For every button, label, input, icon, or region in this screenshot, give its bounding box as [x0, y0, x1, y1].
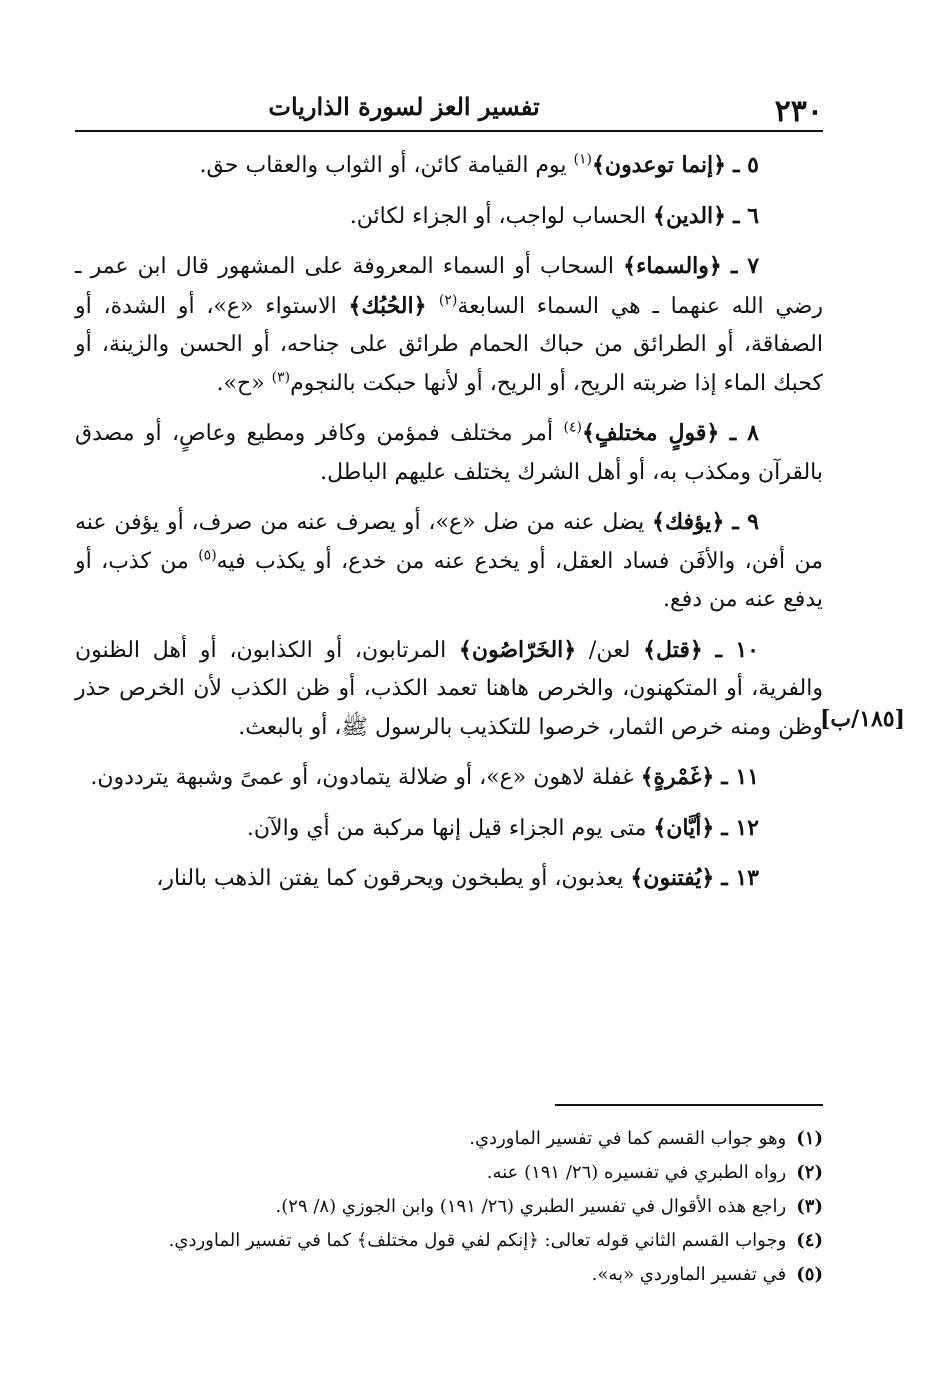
quran-term: ﴿قولٍ مختلفٍ﴾: [581, 420, 720, 446]
entry-number: ٧ ـ: [730, 253, 760, 279]
entry-text: غفلة لاهون «ع»، أو ضلالة يتمادون، أو عمىً وشبهة يترددون.: [90, 765, 641, 790]
page-number: ٢٣٠: [774, 94, 823, 129]
entry-number: ١٣ ـ: [721, 865, 759, 891]
entry-text: الحساب لواجب، أو الجزاء لكائن.: [349, 203, 654, 229]
quran-term: ﴿قتل﴾: [643, 636, 703, 663]
footnote-number: (٤): [796, 1230, 823, 1251]
entry-text: يعذبون، أو يطبخون ويحرقون كما يفتن الذهب بالنار،: [156, 866, 631, 891]
entry-13: [75, 859, 823, 899]
entry-text: لعن/: [576, 637, 644, 663]
quran-term: ﴿الحُبُك﴾: [348, 292, 439, 319]
running-header: [75, 88, 823, 132]
entry-number: ٩ ـ: [732, 509, 759, 535]
entry-text: أمر مختلف فمؤمن وكافر ومطيع وعاصٍ، أو مصدق بالقرآن ومكذب به، أو أهل الشرك يختلف عليهم الباطل.: [75, 421, 823, 485]
quran-term: ﴿الخَرّاصُون﴾: [458, 636, 577, 663]
footnotes: [75, 1122, 823, 1292]
entry-11: [75, 758, 823, 798]
footnote-marker: (١): [573, 151, 593, 168]
quran-term: ﴿إنما توعدون﴾: [592, 152, 727, 178]
entry-text: الاستواء «ع»، أو الشدة، أو الصفاقة، أو الطرائق من حباك الحمام طرائق على جناحه، أو الحسن والزينة، أو كحبك الماء إذا ضربته الريح، أو الريح، أو لأنها حبكت بالنجوم: [75, 293, 823, 396]
footnote-marker: (٥): [198, 547, 217, 564]
manuscript-folio-ref: [١٨٥/ب]: [820, 706, 906, 732]
entry-12: [75, 809, 823, 849]
footnote-number: (٥): [796, 1264, 823, 1285]
entry-6: [75, 197, 823, 237]
entry-number: ٦ ـ: [733, 202, 759, 229]
footnote-separator: [555, 1104, 823, 1106]
entry-text: يضل عنه من ضل «ع»، أو يصرف عنه من صرف، أو يؤفن عنه من أفن، والأفَن فساد العقل، أو يخدع عنه من خدع، أو يكذب فيه: [75, 510, 823, 574]
footnote-text: راجع هذه الأقوال في تفسير الطبري (٢٦/ ١٩١) وابن الجوزي (٨/ ٢٩).: [275, 1196, 787, 1217]
footnote-4: [75, 1224, 823, 1258]
entry-number: ٥ ـ: [733, 152, 759, 178]
entry-10: [75, 631, 823, 748]
footnote-text: رواه الطبري في تفسيره (٢٦/ ١٩١) عنه.: [486, 1162, 787, 1183]
entry-number: ٨ ـ: [729, 420, 759, 446]
footnote-number: (١): [796, 1128, 823, 1149]
quran-term: ﴿غَمْرةٍ﴾: [640, 764, 715, 790]
footnote-text: في تفسير الماوردي «به».: [591, 1264, 787, 1285]
entry-number: ١٢ ـ: [721, 814, 759, 841]
quran-term: ﴿الدين﴾: [653, 202, 727, 229]
footnote-text: وهو جواب القسم كما في تفسير الماوردي.: [469, 1128, 787, 1149]
quran-term: ﴿يؤفك﴾: [652, 509, 725, 535]
footnote-marker: (٣): [271, 369, 291, 386]
entry-8: [75, 414, 823, 492]
entry-text: السحاب أو السماء المعروفة على المشهور قال ابن عمر ـ رضي الله عنهما ـ هي السماء السابعة: [75, 254, 823, 319]
entry-text: من كذب، أو يدفع عنه من دفع.: [75, 548, 823, 612]
entry-number: ١١ ـ: [721, 764, 759, 790]
entry-text: يوم القيامة كائن، أو الثواب والعقاب حق.: [199, 153, 574, 178]
entry-9: [75, 503, 823, 620]
running-title: تفسير العز لسورة الذاريات: [268, 92, 540, 121]
footnote-number: (٣): [796, 1196, 823, 1217]
entry-5: [75, 146, 823, 186]
entry-text: متى يوم الجزاء قيل إنها مركبة من أي والآن.: [246, 815, 654, 841]
entry-text: المرتابون، أو الكذابون، أو أهل الظنون والفرية، أو المتكهنون، والخرص هاهنا تعمد الكذب، أو ظن الكذب لأن الخرص حذر وظن ومنه خرص الثمار، خرصوا للتكذيب بالرسول ﷺ، أو بالبعث.: [75, 637, 823, 740]
footnote-3: [75, 1190, 823, 1224]
quran-term: ﴿يُفتنون﴾: [630, 865, 715, 891]
commentary-body: [75, 146, 823, 910]
entry-number: ١٠ ـ: [715, 636, 759, 663]
footnote-1: [75, 1122, 823, 1156]
entry-text: «ح».: [216, 370, 272, 396]
footnote-marker: (٢): [438, 292, 458, 309]
footnote-2: [75, 1156, 823, 1190]
footnote-5: [75, 1258, 823, 1292]
footnote-text: وجواب القسم الثاني قوله تعالى: ﴿إنكم لفي قول مختلف﴾ كما في تفسير الماوردي.: [168, 1230, 787, 1251]
entry-7: [75, 247, 823, 403]
quran-term: ﴿أيَّان﴾: [653, 814, 715, 841]
footnote-marker: (٤): [563, 419, 582, 436]
footnote-number: (٢): [796, 1162, 823, 1183]
quran-term: ﴿والسماء﴾: [623, 253, 722, 279]
